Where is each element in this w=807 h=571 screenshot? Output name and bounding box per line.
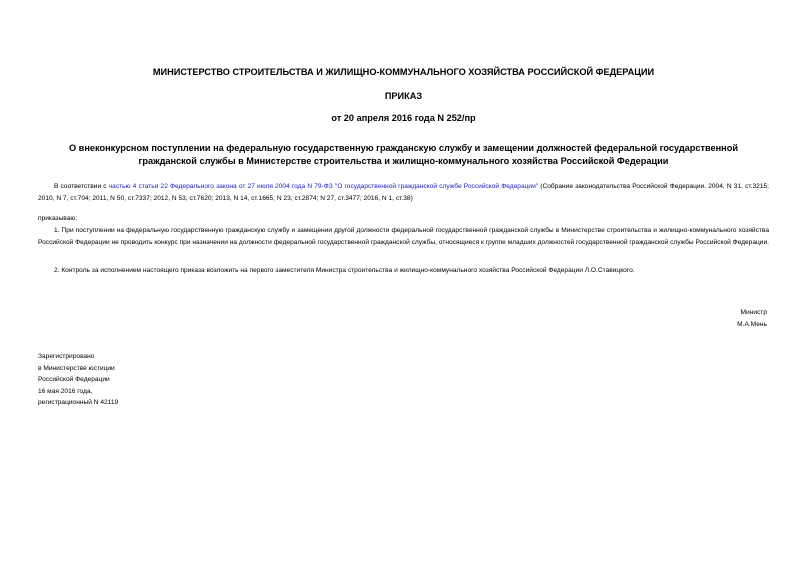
- signature-position: Министр: [740, 309, 767, 316]
- registration-line: 16 мая 2016 года,: [38, 387, 93, 395]
- basis-prefix: В соответствии с: [54, 183, 109, 190]
- document-subject: О внеконкурсном поступлении на федеральную государственную гражданскую службу и замещении должностей федеральной государственной гражданской службы в Министерстве строительства и жилищно-коммунального хозяйства Российской Федерации: [68, 143, 738, 166]
- order-item-1-text: 1. При поступлении на федеральную государственную гражданскую службу и замещении другой должности федеральной государственной гражданской службы в Министерстве строительства и жилищно-коммунального хозяйства Российской Федерации не проводить конкурс при назначении на должности федеральной государственной гражданской службы, относящиеся к группе младших должностей государственной гражданской службы Российской Федерации.: [38, 227, 769, 246]
- registration-line: регистрационный N 42119: [38, 399, 119, 406]
- signature-block: [737, 307, 767, 330]
- order-item-2: [38, 265, 769, 277]
- registration-line: Зарегистрировано: [38, 353, 95, 360]
- law-reference-link[interactable]: частью 4 статьи 22 Федерального закона от 27 июля 2004 года N 79-ФЗ "О государственной гражданской службе Российской Федерации": [108, 183, 539, 190]
- basis-paragraph: [38, 181, 769, 204]
- orders-word: приказываю:: [38, 215, 78, 222]
- registration-line: в Министерстве юстиции: [38, 364, 115, 372]
- document-type: ПРИКАЗ: [384, 91, 423, 101]
- ministry-heading: МИНИСТЕРСТВО СТРОИТЕЛЬСТВА И ЖИЛИЩНО-КОММУНАЛЬНОГО ХОЗЯЙСТВА РОССИЙСКОЙ ФЕДЕРАЦИИ: [152, 67, 655, 77]
- signature-name: М.А.Мень: [737, 320, 767, 328]
- order-item-2-text: 2. Контроль за исполнением настоящего приказа возложить на первого заместителя Министра строительства и жилищно-коммунального хозяйства Российской Федерации Л.О.Ставицкого.: [54, 267, 635, 274]
- document-date-number: от 20 апреля 2016 года N 252/пр: [331, 113, 476, 123]
- registration-block: [38, 351, 118, 409]
- registration-line: Российской Федерации: [38, 376, 110, 383]
- order-item-1: [38, 225, 769, 248]
- basis-suffix: (Собрание законодательства Российской Федерации, 2004, N 31, ст.3215; 2010, N 7, ст.704; 2011, N 50, ст.7337; 2012, N 53, ст.7620; 2013, N 14, ст.1665; N 23, ст.2874; N 27, ст.3477; 2016, N 1, ст.38): [38, 183, 770, 202]
